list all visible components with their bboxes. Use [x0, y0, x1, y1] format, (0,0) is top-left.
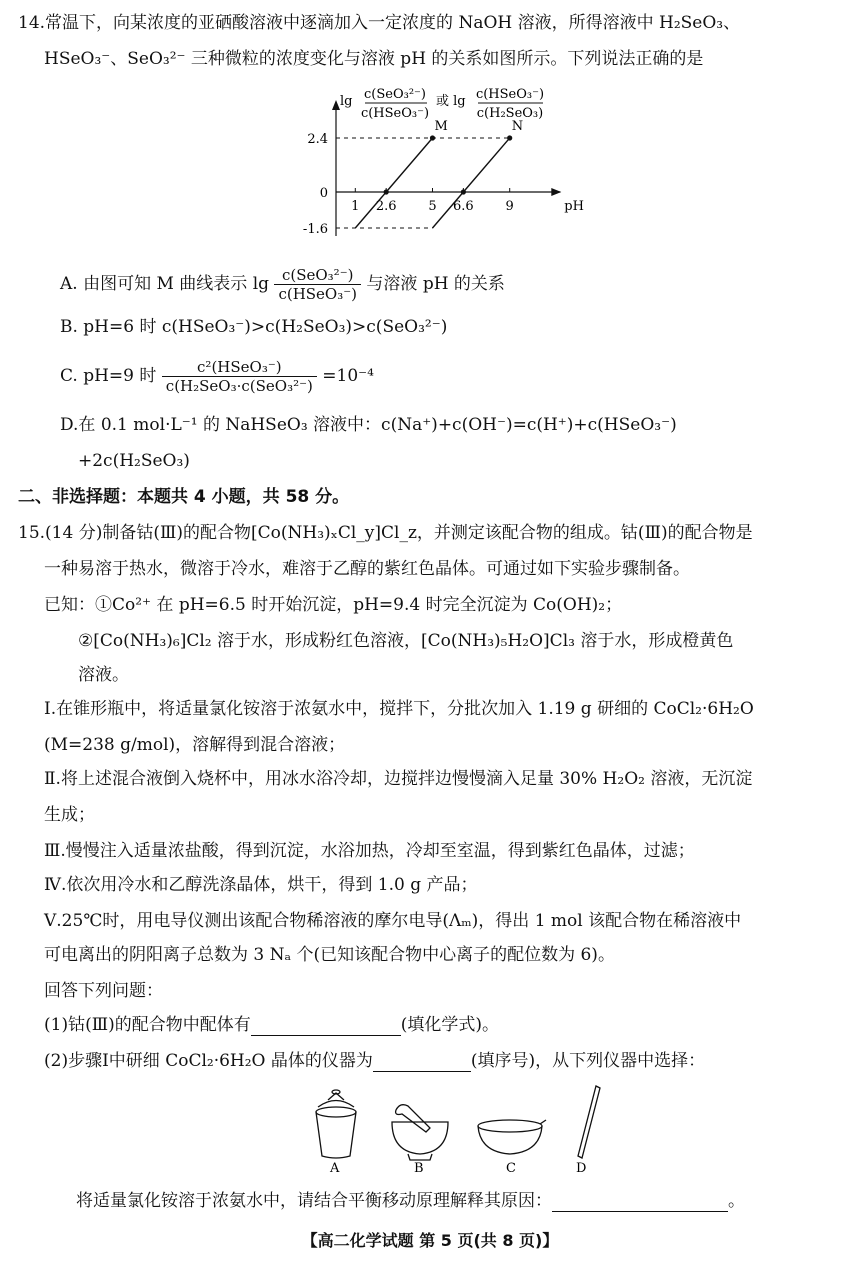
instrument-label-c: C	[506, 1161, 516, 1176]
option-c-den: c(H₂SeO₃·c(SeO₃²⁻)	[165, 377, 313, 395]
explain-suffix: 。	[728, 1191, 745, 1211]
q15-known2: ②[Co(NH₃)₆]Cl₂ 溶于水，形成粉红色溶液，[Co(NH₃)₅H₂O]Cl₃ 溶于水，形成橙黄色	[78, 631, 734, 651]
series-line-M	[355, 138, 432, 228]
q14-option-d-line2: +2c(H₂SeO₃)	[78, 451, 190, 471]
instrument-label-b: B	[414, 1161, 424, 1176]
option-c-prefix: C. pH=9 时	[60, 366, 157, 386]
option-c-fraction	[162, 358, 317, 395]
q14-stem-line1: 14.常温下，向某浓度的亚硒酸溶液中逐滴加入一定浓度的 NaOH 溶液，所得溶液中 H₂SeO₃、	[18, 13, 741, 33]
explain-prefix: 将适量氯化铵溶于浓氨水中，请结合平衡移动原理解释其原因：	[76, 1191, 552, 1211]
ylabel-num1: c(SeO₃²⁻)	[364, 87, 426, 102]
ylabel-lg: lg	[340, 94, 353, 109]
y-tick-label: -1.6	[302, 222, 328, 237]
section2-heading: 二、非选择题：本题共 4 小题，共 58 分。	[18, 487, 350, 507]
q15-known1: 已知：①Co²⁺ 在 pH=6.5 时开始沉淀，pH=9.4 时完全沉淀为 Co(OH)₂；	[44, 595, 623, 615]
option-c-suffix: =10⁻⁴	[322, 366, 374, 386]
x-axis-arrow	[551, 188, 561, 196]
page-footer: 【高二化学试题 第 5 页(共 8 页)】	[301, 1231, 559, 1250]
series-line-N	[433, 138, 510, 228]
option-a-den: c(HSeO₃⁻)	[278, 285, 358, 303]
series-label-M: M	[434, 119, 448, 134]
glass-rod-icon	[578, 1086, 600, 1158]
chart-ylabel	[340, 87, 544, 121]
q15-step1-cont: (M=238 g/mol)，溶解得到混合溶液；	[44, 735, 346, 755]
ylabel-num2: c(HSeO₃⁻)	[475, 87, 545, 102]
part1-suffix: (填化学式)。	[400, 1015, 500, 1035]
ylabel-den1: c(HSeO₃⁻)	[360, 106, 430, 121]
q14-option-a[interactable]	[60, 262, 505, 306]
q14-option-b[interactable]: B. pH=6 时 c(HSeO₃⁻)>c(H₂SeO₃)>c(SeO₃²⁻)	[60, 317, 448, 337]
option-a-num: c(SeO₃²⁻)	[274, 266, 361, 285]
series-label-N: N	[511, 119, 524, 134]
q15-step3: Ⅲ.慢慢注入适量浓盐酸，得到沉淀，水浴加热，冷却至室温，得到紫红色晶体，过滤；	[44, 841, 695, 861]
q15-step2: Ⅱ.将上述混合液倒入烧杯中，用冰水浴冷却，边搅拌边慢慢滴入足量 30% H₂O₂ 溶液，无沉淀	[44, 769, 753, 789]
x-tick-label: 5	[428, 199, 437, 214]
q15-part1	[44, 1014, 499, 1036]
q14-option-c[interactable]	[60, 352, 374, 400]
intercept-point-N	[461, 189, 466, 194]
q15-known2-cont: 溶液。	[78, 665, 129, 685]
q15-step4: Ⅳ.依次用冷水和乙醇洗涤晶体，烘干，得到 1.0 g 产品；	[44, 875, 478, 895]
q15-part2-explain	[76, 1190, 745, 1212]
part1-prefix: (1)钴(Ⅲ)的配合物中配体有	[44, 1015, 251, 1035]
end-point-N	[507, 135, 512, 140]
q14-option-d-line1[interactable]: D.在 0.1 mol·L⁻¹ 的 NaHSeO₃ 溶液中：c(Na⁺)+c(OH⁻)=c(H⁺)+c(HSeO₃⁻)	[60, 415, 677, 435]
end-point-M	[430, 135, 435, 140]
x-axis-label: pH	[564, 199, 584, 214]
explain-answer-blank[interactable]	[552, 1193, 728, 1212]
q15-line2: 一种易溶于热水，微溶于冷水，难溶于乙醇的紫红色晶体。可通过如下实验步骤制备。	[44, 559, 690, 579]
q15-step5: Ⅴ.25℃时，用电导仪测出该配合物稀溶液的摩尔电导(Λₘ)，得出 1 mol 该配合物在稀溶液中	[44, 911, 742, 931]
y-tick-label: 2.4	[307, 132, 328, 147]
part2-answer-blank[interactable]	[373, 1053, 471, 1072]
q15-step2-cont: 生成；	[44, 805, 95, 825]
y-axis-arrow	[332, 100, 340, 110]
x-tick-label: 9	[505, 199, 514, 214]
q15-line1: 15.(14 分)制备钴(Ⅲ)的配合物[Co(NH₃)ₓCl_y]Cl_z，并测定该配合物的组成。钴(Ⅲ)的配合物是	[18, 523, 753, 543]
x-tick-label: 2.6	[375, 199, 397, 214]
mortar-pestle-icon	[392, 1105, 448, 1160]
q15-step5-cont: 可电离出的阴阳离子总数为 3 Nₐ 个(已知该配合物中心离子的配位数为 6)。	[44, 945, 615, 965]
option-c-num: c²(HSeO₃⁻)	[162, 358, 317, 377]
x-tick-label: 1	[351, 199, 360, 214]
instrument-label-d: D	[576, 1161, 587, 1176]
instrument-label-a: A	[330, 1161, 340, 1176]
y-tick-label: 0	[319, 186, 328, 201]
part1-answer-blank[interactable]	[251, 1017, 401, 1036]
x-tick-label: 6.6	[453, 199, 474, 214]
option-a-fraction	[274, 266, 361, 303]
q15-part2	[44, 1050, 705, 1072]
instrument-figure	[0, 1080, 860, 1180]
ylabel-or: 或 lg	[436, 94, 466, 109]
part2-prefix: (2)步骤Ⅰ中研细 CoCl₂·6H₂O 晶体的仪器为	[44, 1051, 373, 1071]
ylabel-den2: c(H₂SeO₃)	[476, 106, 544, 121]
evaporating-dish-icon	[478, 1120, 546, 1154]
q15-answer-prompt: 回答下列问题：	[44, 981, 163, 1001]
crucible-icon	[316, 1090, 356, 1158]
intercept-point-M	[384, 189, 389, 194]
part2-suffix: (填序号)，从下列仪器中选择：	[470, 1051, 706, 1071]
q14-stem-line2: HSeO₃⁻、SeO₃²⁻ 三种微粒的浓度变化与溶液 pH 的关系如图所示。下列说法正确的是	[44, 49, 704, 69]
option-a-suffix: 与溶液 pH 的关系	[366, 274, 505, 294]
q15-step1: Ⅰ.在锥形瓶中，将适量氯化铵溶于浓氨水中，搅拌下，分批次加入 1.19 g 研细的 CoCl₂·6H₂O	[44, 699, 754, 719]
option-a-prefix: A. 由图可知 M 曲线表示 lg	[60, 274, 270, 294]
